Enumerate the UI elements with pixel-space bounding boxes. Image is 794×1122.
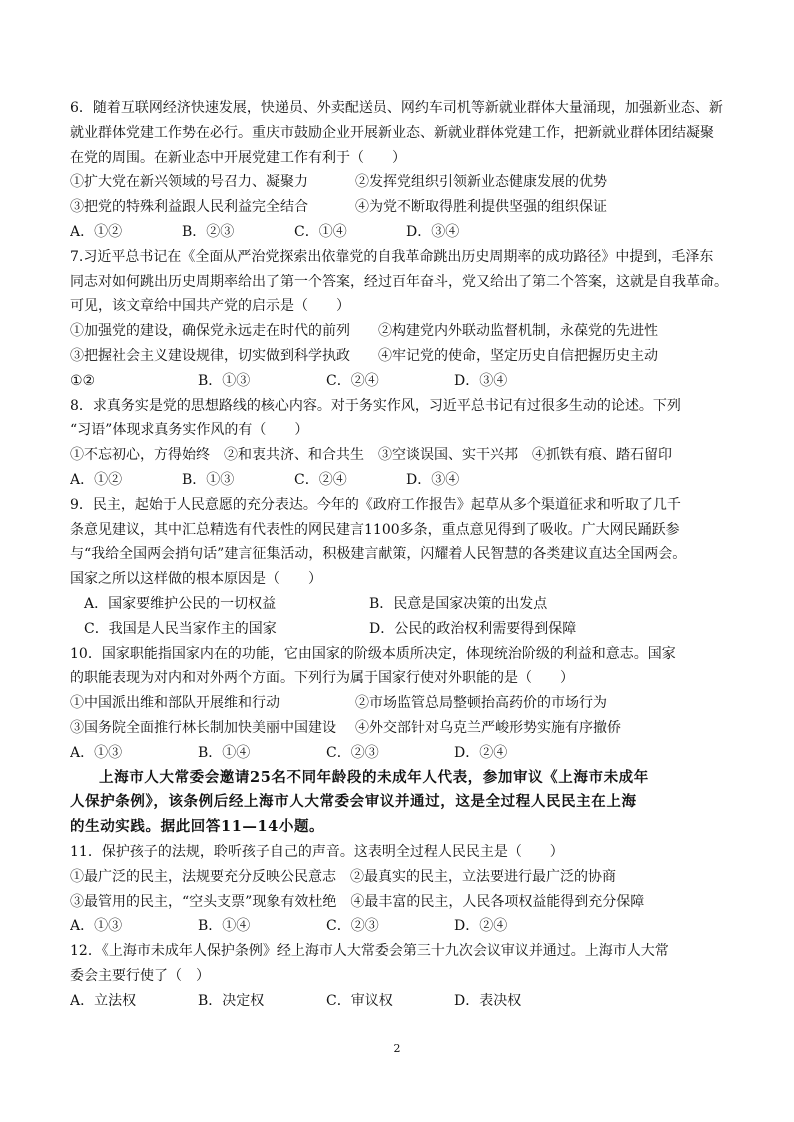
question-6-options-row-2 — [70, 195, 730, 220]
question-12-stem-line-2: 委会主要行使了（ ） — [70, 967, 210, 984]
question-9-option-b: B．民意是国家决策的出发点 — [369, 595, 548, 612]
question-10-option-1: ①中国派出维和部队开展维和行动 — [70, 695, 280, 712]
question-8-stem-line-1: 8．求真务实是党的思想路线的核心内容。对于务实作风，习近平总书记有过很多生动的论述。下列 — [70, 397, 681, 414]
question-12-choice-d: D．表决权 — [454, 992, 522, 1009]
question-11-stem: 11．保护孩子的法规，聆听孩子自己的声音。这表明全过程人民民主是（ ） — [70, 843, 564, 860]
question-9-stem-line-2: 条意见建议，其中汇总精选有代表性的网民建言1100多条，重点意见得到了吸收。广大网民踊跃参 — [70, 521, 680, 538]
exam-content — [70, 96, 730, 1013]
question-9-options-row-1 — [70, 592, 730, 617]
passage-line-3: 的生动实践。据此回答11—14小题。 — [70, 818, 325, 836]
question-9-option-a: A．国家要维护公民的一切权益 — [84, 595, 277, 612]
question-12-choices — [70, 989, 730, 1014]
question-6-option-4: ④为党不断取得胜利提供坚强的组织保证 — [355, 199, 607, 216]
question-6-stem-line-1: 6．随着互联网经济快速发展，快递员、外卖配送员、网约车司机等新就业群体大量涌现，加强新业态、新 — [70, 100, 723, 116]
question-7-stem-line-1: 7.习近平总书记在《全面从严治党探索出依靠党的自我革命跳出历史周期率的成功路径》中提到，毛泽东 — [70, 248, 714, 265]
question-7-stem-line-3: 可见，该文章给中国共产党的启示是（ ） — [70, 298, 350, 315]
question-6-choice-b: B．②③ — [182, 223, 235, 240]
question-7-stem-line-2: 同志对如何跳出历史周期率给出了第一个答案，经过百年奋斗，党又给出了第二个答案，这就是自我革命。 — [70, 273, 728, 290]
question-12-choice-c: C．审议权 — [326, 992, 393, 1009]
question-11-options-row-2: ③最管用的民主，“空头支票”现象有效杜绝 ④最丰富的民主，人民各项权益能得到充分保障 — [70, 893, 645, 910]
question-11-choice-b: B．①④ — [198, 918, 251, 935]
question-10-choice-d: D．②④ — [454, 744, 508, 761]
question-11 — [70, 840, 730, 939]
question-6-choice-d: D．③④ — [406, 223, 460, 240]
question-9-stem-line-4: 国家之所以这样做的根本原因是（ ） — [70, 571, 322, 588]
question-6-option-3: ③把党的特殊利益跟人民利益完全结合 — [70, 199, 308, 216]
question-9-option-c: C．我国是人民当家作主的国家 — [84, 620, 277, 637]
question-6-stem-line-3: 在党的周围。在新业态中开展党建工作有利于（ ） — [70, 149, 406, 166]
reading-passage — [70, 766, 730, 840]
question-7-choice-d: D．③④ — [454, 372, 508, 389]
passage-line-1: 上海市人大常委会邀请25名不同年龄段的未成年人代表，参加审议《上海市未成年 — [99, 768, 649, 786]
question-6-choice-a: A．①② — [70, 223, 123, 240]
question-7-choice-a: ①② — [70, 372, 96, 389]
question-6-option-1: ①扩大党在新兴领域的号召力、凝聚力 — [70, 174, 308, 191]
question-7-choices — [70, 369, 730, 394]
question-10-stem-line-1: 10．国家职能指国家内在的功能，它由国家的阶级本质所决定，体现统治阶级的利益和意志。国家 — [70, 645, 676, 662]
question-8-choice-a: A．①② — [70, 471, 123, 488]
question-8-choice-c: C．②④ — [294, 471, 347, 488]
question-7 — [70, 245, 730, 394]
question-10-option-4: ④外交部针对乌克兰严峻形势实施有序撤侨 — [355, 719, 621, 736]
question-10-choices — [70, 741, 730, 766]
question-8-choice-b: B．①③ — [182, 471, 235, 488]
question-7-options-row-2: ③把握社会主义建设规律，切实做到科学执政 ④牢记党的使命，坚定历史自信把握历史主动 — [70, 347, 658, 364]
question-12-stem-line-1: 12．《上海市未成年人保护条例》经上海市人大常委会第三十九次会议审议并通过。上海市人大常 — [70, 943, 669, 960]
question-12 — [70, 939, 730, 1013]
question-11-options-row-1: ①最广泛的民主，法规要充分反映公民意志 ②最真实的民主，立法要进行最广泛的协商 — [70, 868, 616, 885]
question-9-option-d: D．公民的政治权利需要得到保障 — [369, 620, 577, 637]
question-7-choice-b: B．①③ — [198, 372, 251, 389]
question-8 — [70, 394, 730, 493]
question-10-stem-line-2: 的职能表现为对内和对外两个方面。下列行为属于国家行使对外职能的是（ ） — [70, 670, 574, 687]
question-11-choice-a: A．①③ — [70, 918, 123, 935]
page-number: 2 — [393, 1042, 401, 1055]
question-10-option-2: ②市场监管总局整顿抬高药价的市场行为 — [355, 695, 607, 712]
question-6 — [70, 96, 730, 245]
question-7-options-row-1: ①加强党的建设，确保党永远走在时代的前列 ②构建党内外联动监督机制，永葆党的先进性 — [70, 323, 658, 340]
question-10-options-row-2 — [70, 716, 730, 741]
question-11-choice-d: D．②④ — [454, 918, 508, 935]
question-11-choices — [70, 914, 730, 939]
question-10-choice-c: C．②③ — [326, 744, 379, 761]
question-10-choice-a: A．①③ — [70, 744, 123, 761]
question-6-choice-c: C．①④ — [294, 223, 347, 240]
question-6-option-2: ②发挥党组织引领新业态健康发展的优势 — [355, 174, 607, 191]
question-7-choice-c: C．②④ — [326, 372, 379, 389]
question-10-option-3: ③国务院全面推行林长制加快美丽中国建设 — [70, 719, 336, 736]
question-9 — [70, 493, 730, 642]
question-6-choices — [70, 220, 730, 245]
question-9-stem-line-3: 与“我给全国两会捎句话”建言征集活动，积极建言献策，闪耀着人民智慧的各类建议直达全国两会。 — [70, 546, 687, 563]
question-11-choice-c: C．②③ — [326, 918, 379, 935]
question-8-choices — [70, 468, 730, 493]
question-10-choice-b: B．①④ — [198, 744, 251, 761]
question-10 — [70, 642, 730, 766]
question-12-choice-b: B．决定权 — [198, 992, 265, 1009]
question-6-options-row-1 — [70, 170, 730, 195]
question-8-options: ①不忘初心，方得始终 ②和衷共济、和合共生 ③空谈误国、实干兴邦 ④抓铁有痕、踏石留印 — [70, 447, 672, 464]
question-10-options-row-1 — [70, 691, 730, 716]
question-6-stem-line-2: 就业群体党建工作势在必行。重庆市鼓励企业开展新业态、新就业群体党建工作，把新就业群体团结凝聚 — [70, 124, 714, 141]
question-8-choice-d: D．③④ — [406, 471, 460, 488]
question-9-options-row-2 — [70, 617, 730, 642]
question-8-stem-line-2: “习语”体现求真务实作风的有（ ） — [70, 422, 309, 439]
question-12-choice-a: A．立法权 — [70, 992, 137, 1009]
question-9-stem-line-1: 9．民主，起始于人民意愿的充分表达。今年的《政府工作报告》起草从多个渠道征求和听取了几千 — [70, 496, 681, 513]
passage-line-2: 人保护条例》，该条例后经上海市人大常委会审议并通过，这是全过程人民民主在上海 — [70, 793, 637, 811]
